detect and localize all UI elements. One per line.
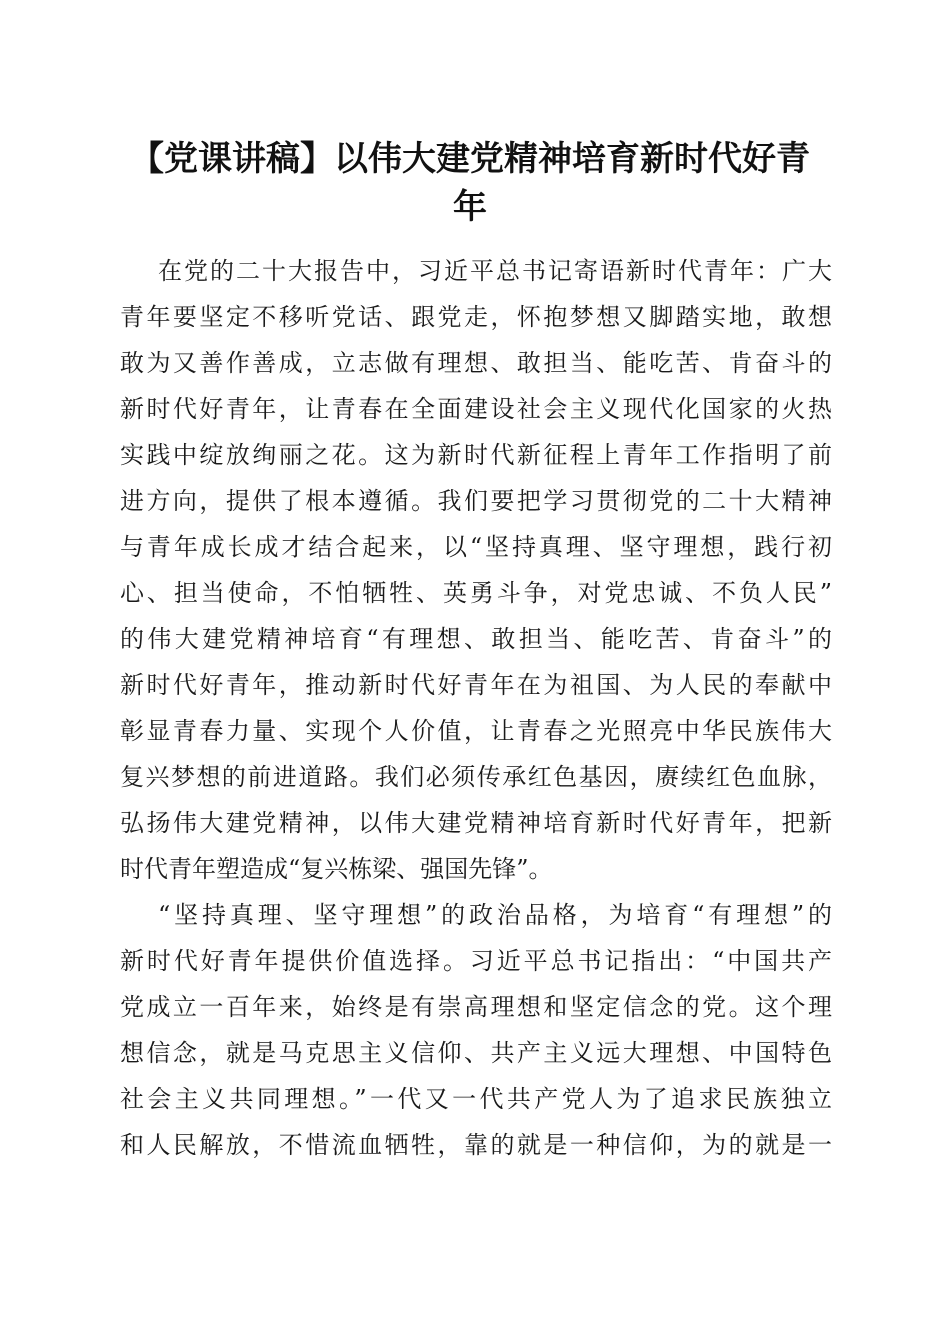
- text-line: 新时代好青年提供价值选择。习近平总书记指出：“中国共产: [120, 947, 832, 975]
- text-line: 敢为又善作善成，立志做有理想、敢担当、能吃苦、肯奋斗的: [120, 349, 832, 377]
- text-line: 实践中绽放绚丽之花。这为新时代新征程上青年工作指明了前: [120, 441, 832, 469]
- text-line: 党成立一百年来，始终是有崇高理想和坚定信念的党。这个理: [120, 993, 832, 1021]
- text-line: 与青年成长成才结合起来，以“坚持真理、坚守理想，践行初: [120, 533, 832, 561]
- text-line: 复兴梦想的前进道路。我们必须传承红色基因，赓续红色血脉，: [120, 763, 832, 791]
- text-line: 彰显青春力量、实现个人价值，让青春之光照亮中华民族伟大: [120, 717, 832, 745]
- title-line-2: 年: [453, 187, 487, 227]
- document-body: [120, 248, 832, 1168]
- paragraph-1: [120, 248, 832, 892]
- text-line: 想信念，就是马克思主义信仰、共产主义远大理想、中国特色: [120, 1039, 832, 1067]
- text-line: 心、担当使命，不怕牺牲、英勇斗争，对党忠诚、不负人民”: [120, 579, 832, 607]
- text-line: 弘扬伟大建党精神，以伟大建党精神培育新时代好青年，把新: [120, 809, 832, 837]
- text-line: 社会主义共同理想。”一代又一代共产党人为了追求民族独立: [120, 1085, 832, 1113]
- text-line: 新时代好青年，让青春在全面建设社会主义现代化国家的火热: [120, 395, 832, 423]
- title-line-1: 【党课讲稿】以伟大建党精神培育新时代好青: [130, 139, 810, 179]
- text-line: 时代青年塑造成“复兴栋梁、强国先锋”。: [120, 855, 553, 883]
- text-line: 进方向，提供了根本遵循。我们要把学习贯彻党的二十大精神: [120, 487, 832, 515]
- text-line: 和人民解放，不惜流血牺牲，靠的就是一种信仰，为的就是一: [120, 1131, 832, 1159]
- paragraph-2: [120, 892, 832, 1168]
- text-line: 的伟大建党精神培育“有理想、敢担当、能吃苦、肯奋斗”的: [120, 625, 832, 653]
- text-line: “坚持真理、坚守理想”的政治品格，为培育“有理想”的: [158, 901, 832, 929]
- text-line: 青年要坚定不移听党话、跟党走，怀抱梦想又脚踏实地，敢想: [120, 303, 832, 331]
- text-line: 在党的二十大报告中，习近平总书记寄语新时代青年：广大: [158, 257, 832, 285]
- document-title: [100, 135, 840, 231]
- text-line: 新时代好青年，推动新时代好青年在为祖国、为人民的奉献中: [120, 671, 832, 699]
